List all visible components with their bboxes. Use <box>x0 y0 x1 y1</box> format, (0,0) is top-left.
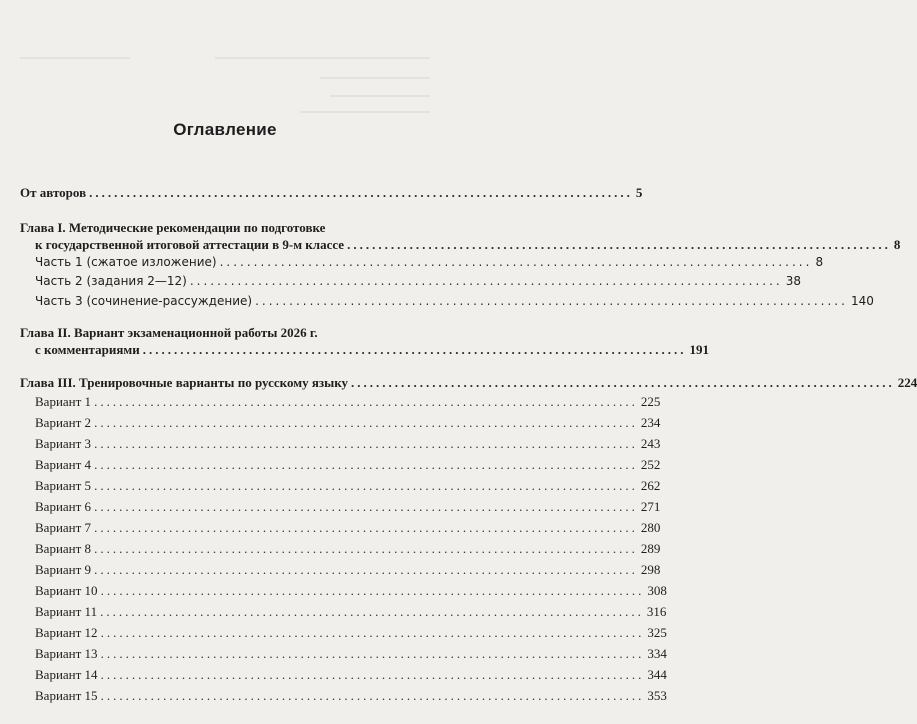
toc-entry-part-2 <box>35 272 801 291</box>
toc-entry-chapter-1-line-2 <box>35 235 901 254</box>
toc-entry-variant-13 <box>35 644 667 663</box>
entry-page: 191 <box>689 342 709 357</box>
entry-page: 280 <box>640 520 661 535</box>
dot-leader: ....................................................................................... <box>100 667 645 682</box>
dot-leader: ....................................................................................... <box>100 625 645 640</box>
dot-leader: ....................................................................................... <box>100 646 645 661</box>
entry-page: 8 <box>893 237 901 252</box>
entry-label: Вариант 8 <box>35 541 92 556</box>
entry-label: Вариант 4 <box>35 457 92 472</box>
toc-entry-variant-3 <box>35 434 661 453</box>
entry-label: Вариант 6 <box>35 499 92 514</box>
entry-label: Вариант 12 <box>35 625 98 640</box>
dot-leader: ....................................................................................... <box>255 294 848 308</box>
entry-page: 243 <box>640 436 661 451</box>
entry-page: 5 <box>635 185 643 200</box>
entry-page: 289 <box>640 541 661 556</box>
dot-leader: ....................................................................................... <box>100 583 645 598</box>
dot-leader: ....................................................................................... <box>94 562 638 577</box>
entry-label: Вариант 10 <box>35 583 98 598</box>
dot-leader: ....................................................................................... <box>94 499 638 514</box>
entry-label: Часть 2 (задания 2—12) <box>35 274 187 288</box>
entry-page: 262 <box>640 478 661 493</box>
dot-leader: ....................................................................................... <box>142 342 687 357</box>
dot-leader: ....................................................................................... <box>100 688 645 703</box>
toc-entry-variant-15 <box>35 686 667 705</box>
dot-leader: ....................................................................................... <box>100 604 644 619</box>
entry-label: с комментариями <box>35 342 140 357</box>
toc-entry-variant-12 <box>35 623 667 642</box>
dot-leader: ....................................................................................... <box>94 478 638 493</box>
toc-entry-part-1 <box>35 253 824 272</box>
entry-page: 353 <box>647 688 667 703</box>
dot-leader: ....................................................................................... <box>94 457 638 472</box>
entry-label: От авторов <box>20 185 87 200</box>
entry-label: Часть 1 (сжатое изложение) <box>35 255 217 269</box>
toc-entry-variant-9 <box>35 560 661 579</box>
entry-label: Вариант 13 <box>35 646 98 661</box>
entry-label: Вариант 3 <box>35 436 92 451</box>
toc-entry-variant-1 <box>35 392 661 411</box>
dot-leader: ....................................................................................... <box>351 375 895 390</box>
page-title: Оглавление <box>173 120 277 139</box>
entry-page: 316 <box>646 604 667 619</box>
toc-entry-variant-7 <box>35 518 661 537</box>
toc-entry-chapter-2-line-2 <box>35 340 709 359</box>
toc-entry-variant-6 <box>35 497 661 516</box>
dot-leader: ....................................................................................... <box>94 394 638 409</box>
dot-leader: ....................................................................................... <box>94 520 638 535</box>
entry-page: 140 <box>850 294 874 308</box>
entry-label: Вариант 5 <box>35 478 92 493</box>
entry-label: Вариант 14 <box>35 667 98 682</box>
dot-leader: ....................................................................................... <box>89 185 633 200</box>
entry-label: Глава III. Тренировочные варианты по русскому языку <box>20 375 349 390</box>
dot-leader: ....................................................................................... <box>347 237 891 252</box>
entry-label: к государственной итоговой аттестации в 9-м классе <box>35 237 345 252</box>
dot-leader: ....................................................................................... <box>219 255 813 269</box>
entry-page: 225 <box>640 394 661 409</box>
dot-leader: ....................................................................................... <box>94 436 638 451</box>
toc-entry-variant-4 <box>35 455 661 474</box>
entry-page: 325 <box>647 625 667 640</box>
toc-entry-part-3 <box>35 292 874 311</box>
entry-label: Вариант 1 <box>35 394 92 409</box>
entry-label: Вариант 2 <box>35 415 92 430</box>
toc-entry-variant-5 <box>35 476 661 495</box>
entry-page: 38 <box>785 274 801 288</box>
entry-label: Вариант 11 <box>35 604 98 619</box>
entry-page: 252 <box>640 457 661 472</box>
toc-entry-variant-2 <box>35 413 661 432</box>
entry-page: 224 <box>897 375 917 390</box>
toc-entry-variant-14 <box>35 665 667 684</box>
entry-page: 8 <box>815 255 824 269</box>
entry-page: 298 <box>640 562 661 577</box>
dot-leader: ....................................................................................... <box>94 415 638 430</box>
toc-entry-from-authors <box>20 183 643 202</box>
toc-entry-variant-10 <box>35 581 667 600</box>
toc-entry-variant-11 <box>35 602 667 621</box>
entry-page: 308 <box>647 583 667 598</box>
dot-leader: ....................................................................................... <box>94 541 638 556</box>
toc-entry-chapter-3 <box>20 373 917 392</box>
entry-label: Глава I. Методические рекомендации по подготовке <box>20 220 326 235</box>
entry-page: 334 <box>647 646 667 661</box>
entry-label: Вариант 15 <box>35 688 98 703</box>
entry-page: 271 <box>640 499 661 514</box>
entry-page: 344 <box>647 667 667 682</box>
entry-page: 234 <box>640 415 661 430</box>
entry-label: Вариант 9 <box>35 562 92 577</box>
toc-entry-variant-8 <box>35 539 661 558</box>
dot-leader: ....................................................................................... <box>189 274 783 288</box>
entry-label: Глава II. Вариант экзаменационной работы 2026 г. <box>20 325 318 340</box>
entry-label: Вариант 7 <box>35 520 92 535</box>
entry-label: Часть 3 (сочинение-рассуждение) <box>35 294 253 308</box>
